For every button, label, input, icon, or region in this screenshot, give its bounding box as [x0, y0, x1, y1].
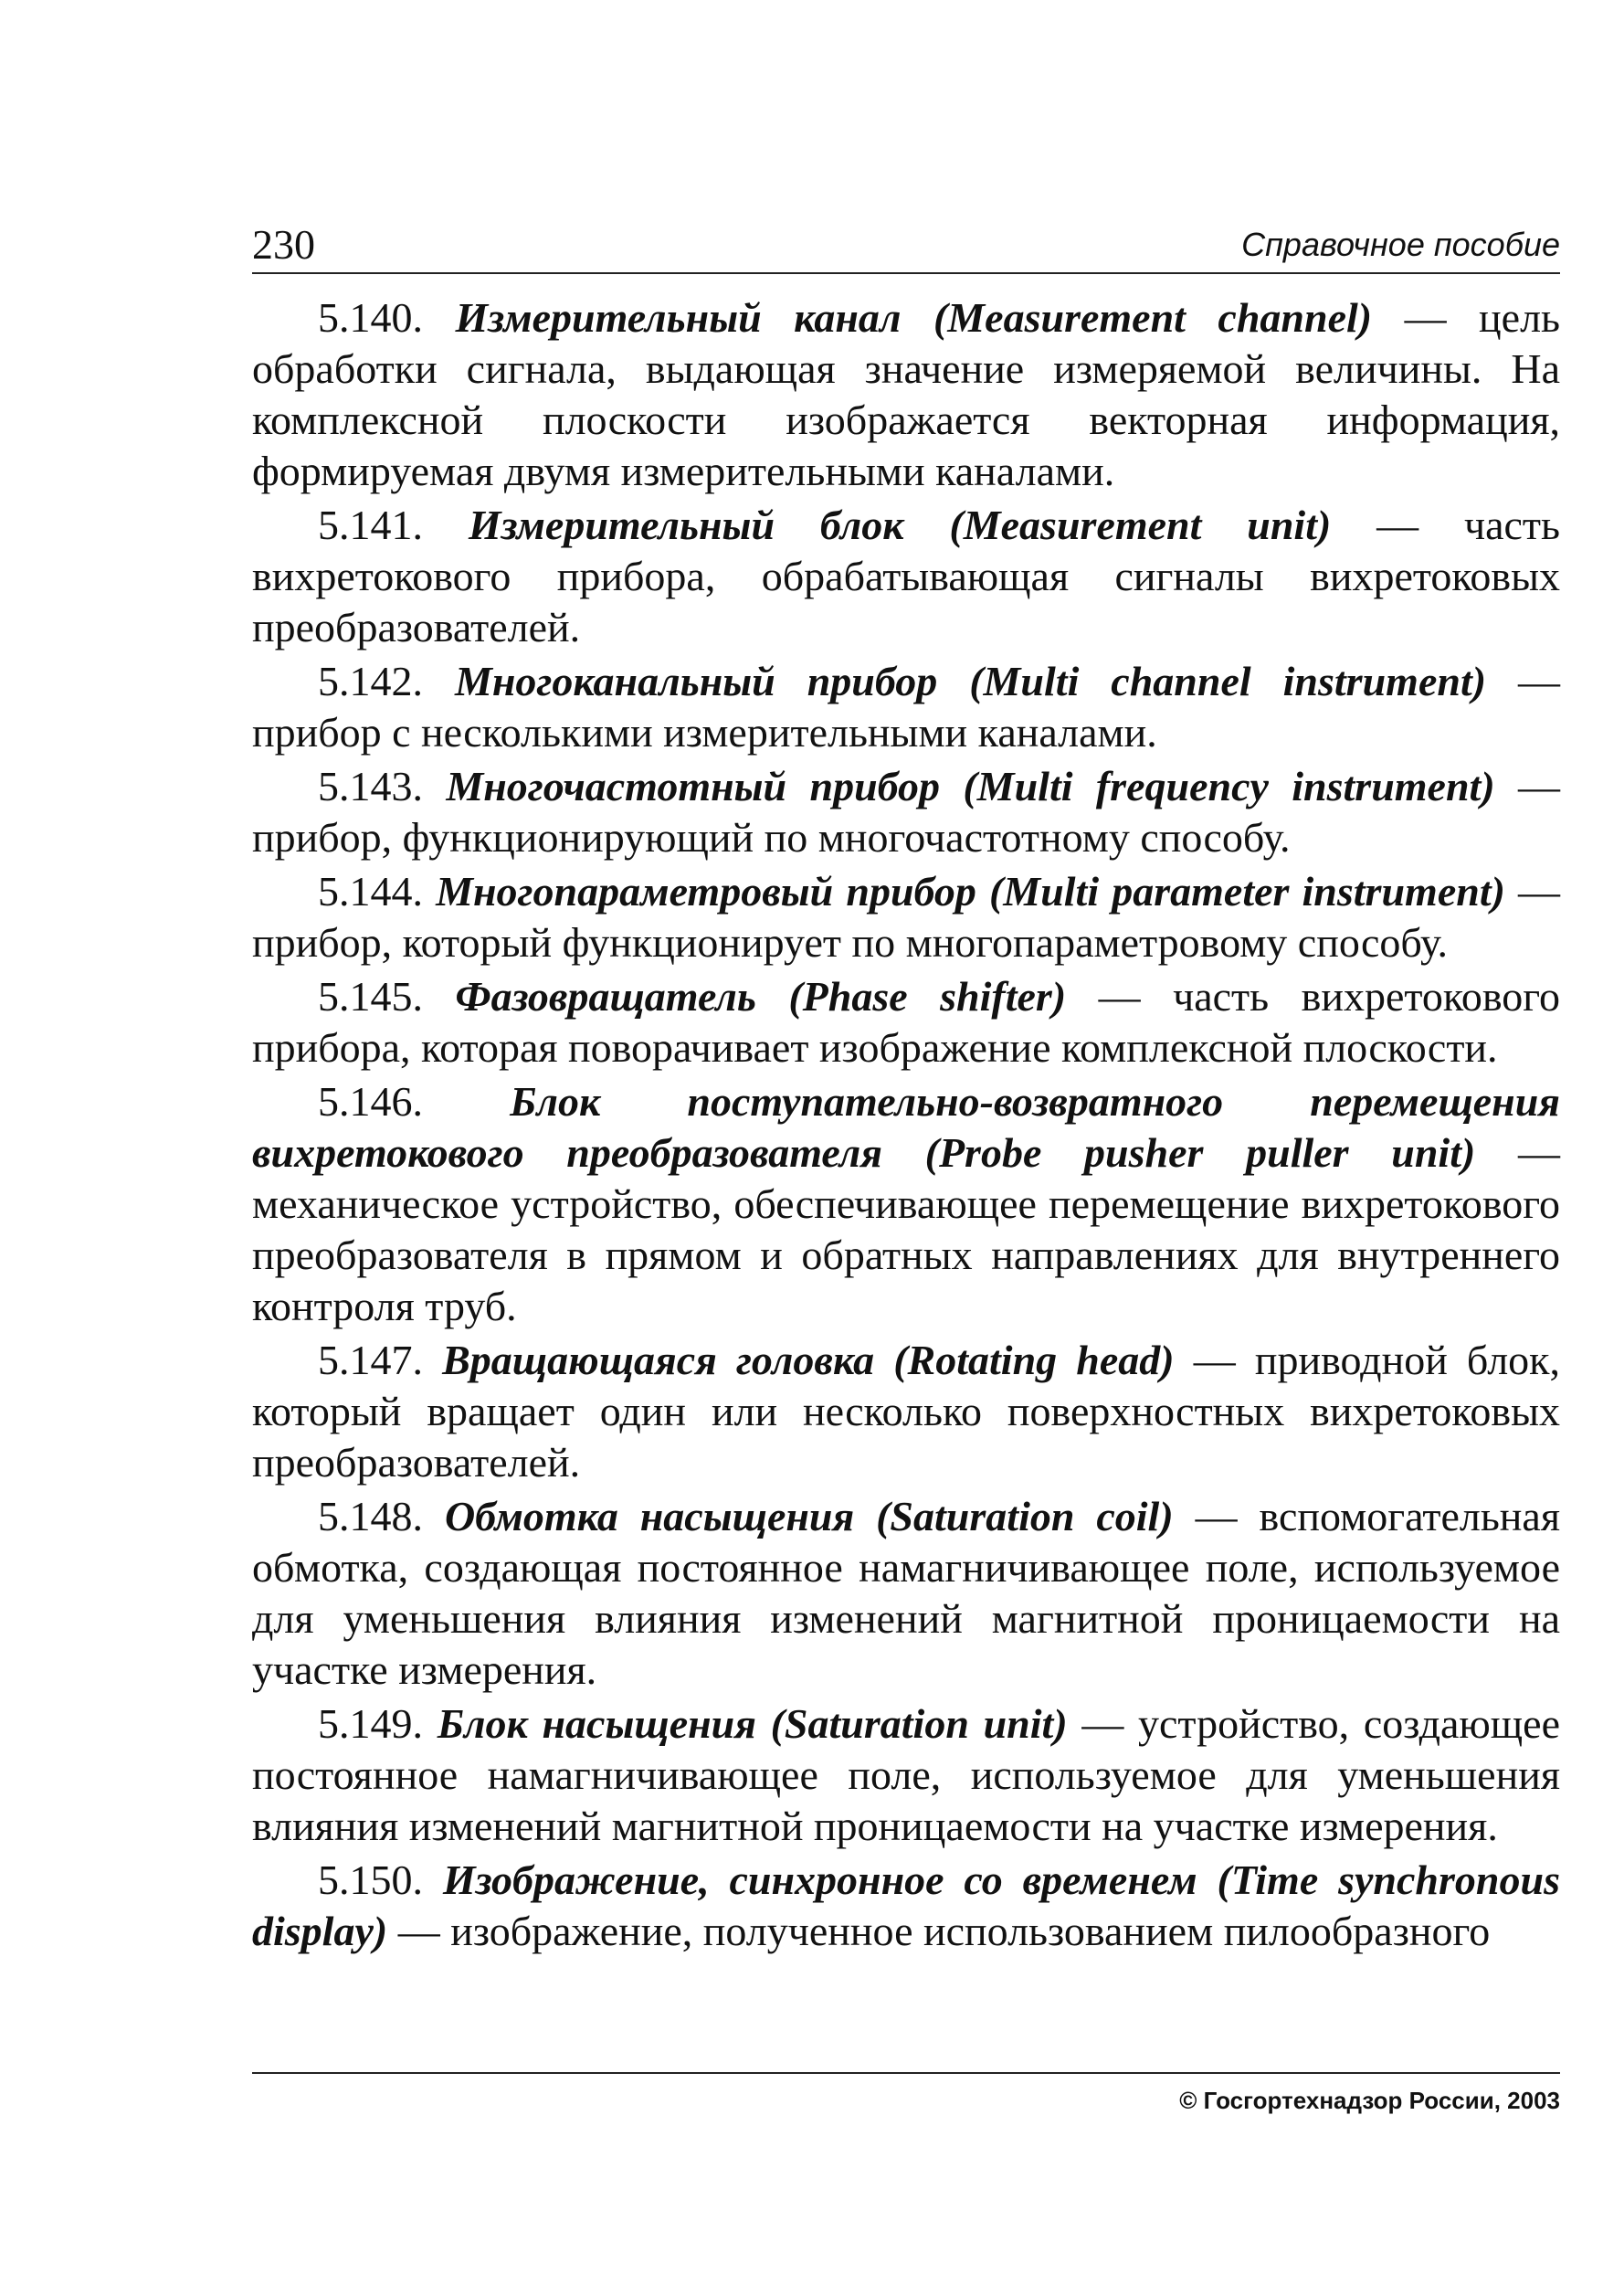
entry-definition: — приводной блок, который вращает один или несколько поверхностных вихретоковых преобразователей. — [252, 1337, 1560, 1486]
entry-definition: — прибор, функционирующий по многочастотному способу. — [252, 763, 1561, 861]
glossary-entry-5-148 — [252, 1491, 1560, 1696]
entry-number: 5.143. — [318, 763, 423, 809]
glossary-body — [252, 292, 1560, 1960]
entry-number: 5.144. — [318, 868, 423, 915]
running-title: Справочное пособие — [1241, 226, 1560, 263]
entry-term: Измерительный канал (Measurement channel) — [455, 294, 1373, 341]
entry-number: 5.148. — [318, 1493, 423, 1539]
entry-term: Измерительный блок (Measurement unit) — [468, 502, 1332, 548]
page-footer — [252, 2072, 1560, 2114]
entry-number: 5.149. — [318, 1700, 423, 1747]
entry-number: 5.145. — [318, 973, 423, 1020]
entry-term: Блок поступательно-возвратного перемещения вихретокового преобразователя (Probe pusher puller unit) — [252, 1078, 1560, 1176]
glossary-entry-5-141 — [252, 500, 1560, 653]
entry-term: Фазовращатель (Phase shifter) — [455, 973, 1067, 1020]
page-number: 230 — [252, 221, 315, 268]
entry-number: 5.147. — [318, 1337, 423, 1383]
entry-definition: — вспомогательная обмотка, создающая постоянное намагничивающее поле, используемое для уменьшения влияния изменений магнитной проницаемости на участке измерения. — [252, 1493, 1560, 1693]
entry-number: 5.140. — [318, 294, 423, 341]
page-header — [252, 217, 1560, 274]
entry-number: 5.141. — [318, 502, 423, 548]
glossary-entry-5-146 — [252, 1076, 1560, 1332]
entry-term: Обмотка насыщения (Saturation coil) — [444, 1493, 1174, 1539]
glossary-entry-5-149 — [252, 1698, 1560, 1852]
glossary-entry-5-142 — [252, 656, 1560, 758]
book-page — [252, 0, 1560, 2274]
entry-definition: — изображение, полученное использованием пилообразного — [387, 1908, 1491, 1954]
entry-definition: — прибор с несколькими измерительными каналами. — [252, 658, 1561, 756]
entry-number: 5.146. — [318, 1078, 423, 1125]
entry-definition: — механическое устройство, обеспечивающее перемещение вихретокового преобразователя в прямом и обратных направлениях для внутреннего контроля труб. — [252, 1129, 1560, 1329]
glossary-entry-5-147 — [252, 1335, 1560, 1488]
entry-term: Вращающаяся головка (Rotating head) — [442, 1337, 1175, 1383]
glossary-entry-5-144 — [252, 866, 1560, 968]
entry-term: Многопараметровый прибор (Multi parameter instrument) — [436, 868, 1505, 915]
entry-definition: — часть вихретокового прибора, которая поворачивает изображение комплексной плоскости. — [252, 973, 1560, 1071]
glossary-entry-5-143 — [252, 761, 1560, 863]
glossary-entry-5-140 — [252, 292, 1560, 497]
glossary-entry-5-145 — [252, 971, 1560, 1074]
glossary-entry-5-150 — [252, 1855, 1560, 1957]
entry-definition: — прибор, который функционирует по многопараметровому способу. — [252, 868, 1561, 966]
copyright-notice: © Госгортехнадзор России, 2003 — [1179, 2087, 1560, 2114]
entry-number: 5.150. — [318, 1856, 423, 1903]
entry-term: Многочастотный прибор (Multi frequency instrument) — [446, 763, 1495, 809]
entry-term: Изображение, синхронное со временем (Time synchronous display) — [252, 1856, 1560, 1954]
entry-term: Многоканальный прибор (Multi channel instrument) — [454, 658, 1487, 704]
entry-definition: — цель обработки сигнала, выдающая значение измеряемой величины. На комплексной плоскости изображается векторная информация, формируемая двумя измерительными каналами. — [252, 294, 1561, 494]
entry-number: 5.142. — [318, 658, 423, 704]
entry-definition: — часть вихретокового прибора, обрабатывающая сигналы вихретоковых преобразователей. — [252, 502, 1560, 650]
entry-term: Блок насыщения (Saturation unit) — [437, 1700, 1068, 1747]
entry-definition: — устройство, создающее постоянное намагничивающее поле, используемое для уменьшения влияния изменений магнитной проницаемости на участке измерения. — [252, 1700, 1561, 1849]
